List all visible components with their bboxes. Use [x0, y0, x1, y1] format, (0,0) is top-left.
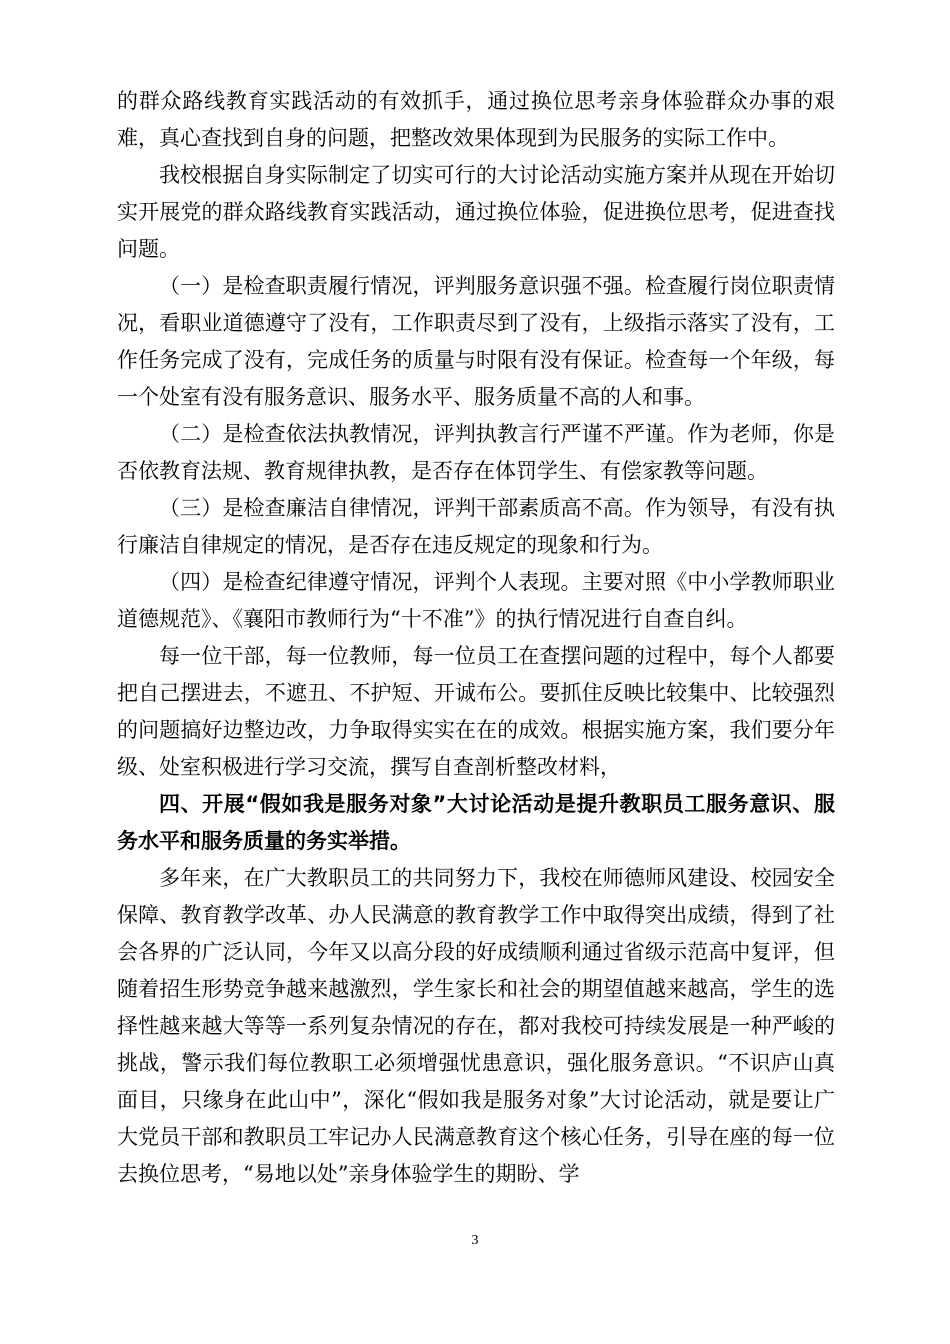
- document-body: [117, 83, 835, 1193]
- paragraph-item-3: （三）是检查廉洁自律情况，评判干部素质高不高。作为领导，有没有执行廉洁自律规定的情况，是否存在违反规定的现象和行为。: [117, 496, 835, 557]
- paragraph-item-2: （二）是检查依法执教情况，评判执教言行严谨不严谨。作为老师，你是否依教育法规、教育规律执教，是否存在体罚学生、有偿家教等问题。: [117, 422, 835, 483]
- paragraph-achievements: 多年来，在广大教职员工的共同努力下，我校在师德师风建设、校园安全保障、教育教学改革、办人民满意的教育教学工作中取得突出成绩，得到了社会各界的广泛认同，今年又以高分段的好成绩顺利通过省级示范高中复评，但随着招生形势竞争越来越激烈，学生家长和社会的期望值越来越高，学生的选择性越来越大等等一系列复杂情况的存在，都对我校可持续发展是一种严峻的挑战，警示我们每位教职工必须增强忧患意识，强化服务意识。“不识庐山真面目，只缘身在此山中”，深化“假如我是服务对象”大讨论活动，就是要让广大党员干部和教职员工牢记办人民满意教育这个核心任务，引导在座的每一位去换位思考，“易地以处”亲身体验学生的期盼、学: [117, 866, 835, 1186]
- paragraph-item-4: （四）是检查纪律遵守情况，评判个人表现。主要对照《中小学教师职业道德规范》、《襄阳市教师行为“十不准”》的执行情况进行自查自纠。: [117, 570, 835, 631]
- paragraph-self-examination: 每一位干部，每一位教师，每一位员工在查摆问题的过程中，每个人都要把自己摆进去，不遮丑、不护短、开诚布公。要抓住反映比较集中、比较强烈的问题搞好边整边改，力争取得实实在在的成效。根据实施方案，我们要分年级、处室积极进行学习交流，撰写自查剖析整改材料，: [117, 644, 835, 779]
- page-number: 3: [471, 1233, 479, 1248]
- paragraph-continuation: 的群众路线教育实践活动的有效抓手，通过换位思考亲身体验群众办事的艰难，真心查找到自身的问题，把整改效果体现到为民服务的实际工作中。: [117, 89, 835, 150]
- section-heading-4: 四、开展“假如我是服务对象”大讨论活动是提升教职员工服务意识、服务水平和服务质量的务实举措。: [117, 792, 835, 853]
- paragraph-item-1: （一）是检查职责履行情况，评判服务意识强不强。检查履行岗位职责情况，看职业道德遵守了没有，工作职责尽到了没有，上级指示落实了没有，工作任务完成了没有，完成任务的质量与时限有没有保证。检查每一个年级，每一个处室有没有服务意识、服务水平、服务质量不高的人和事。: [117, 274, 835, 409]
- paragraph-implementation-plan: 我校根据自身实际制定了切实可行的大讨论活动实施方案并从现在开始切实开展党的群众路线教育实践活动，通过换位体验，促进换位思考，促进查找问题。: [117, 163, 835, 261]
